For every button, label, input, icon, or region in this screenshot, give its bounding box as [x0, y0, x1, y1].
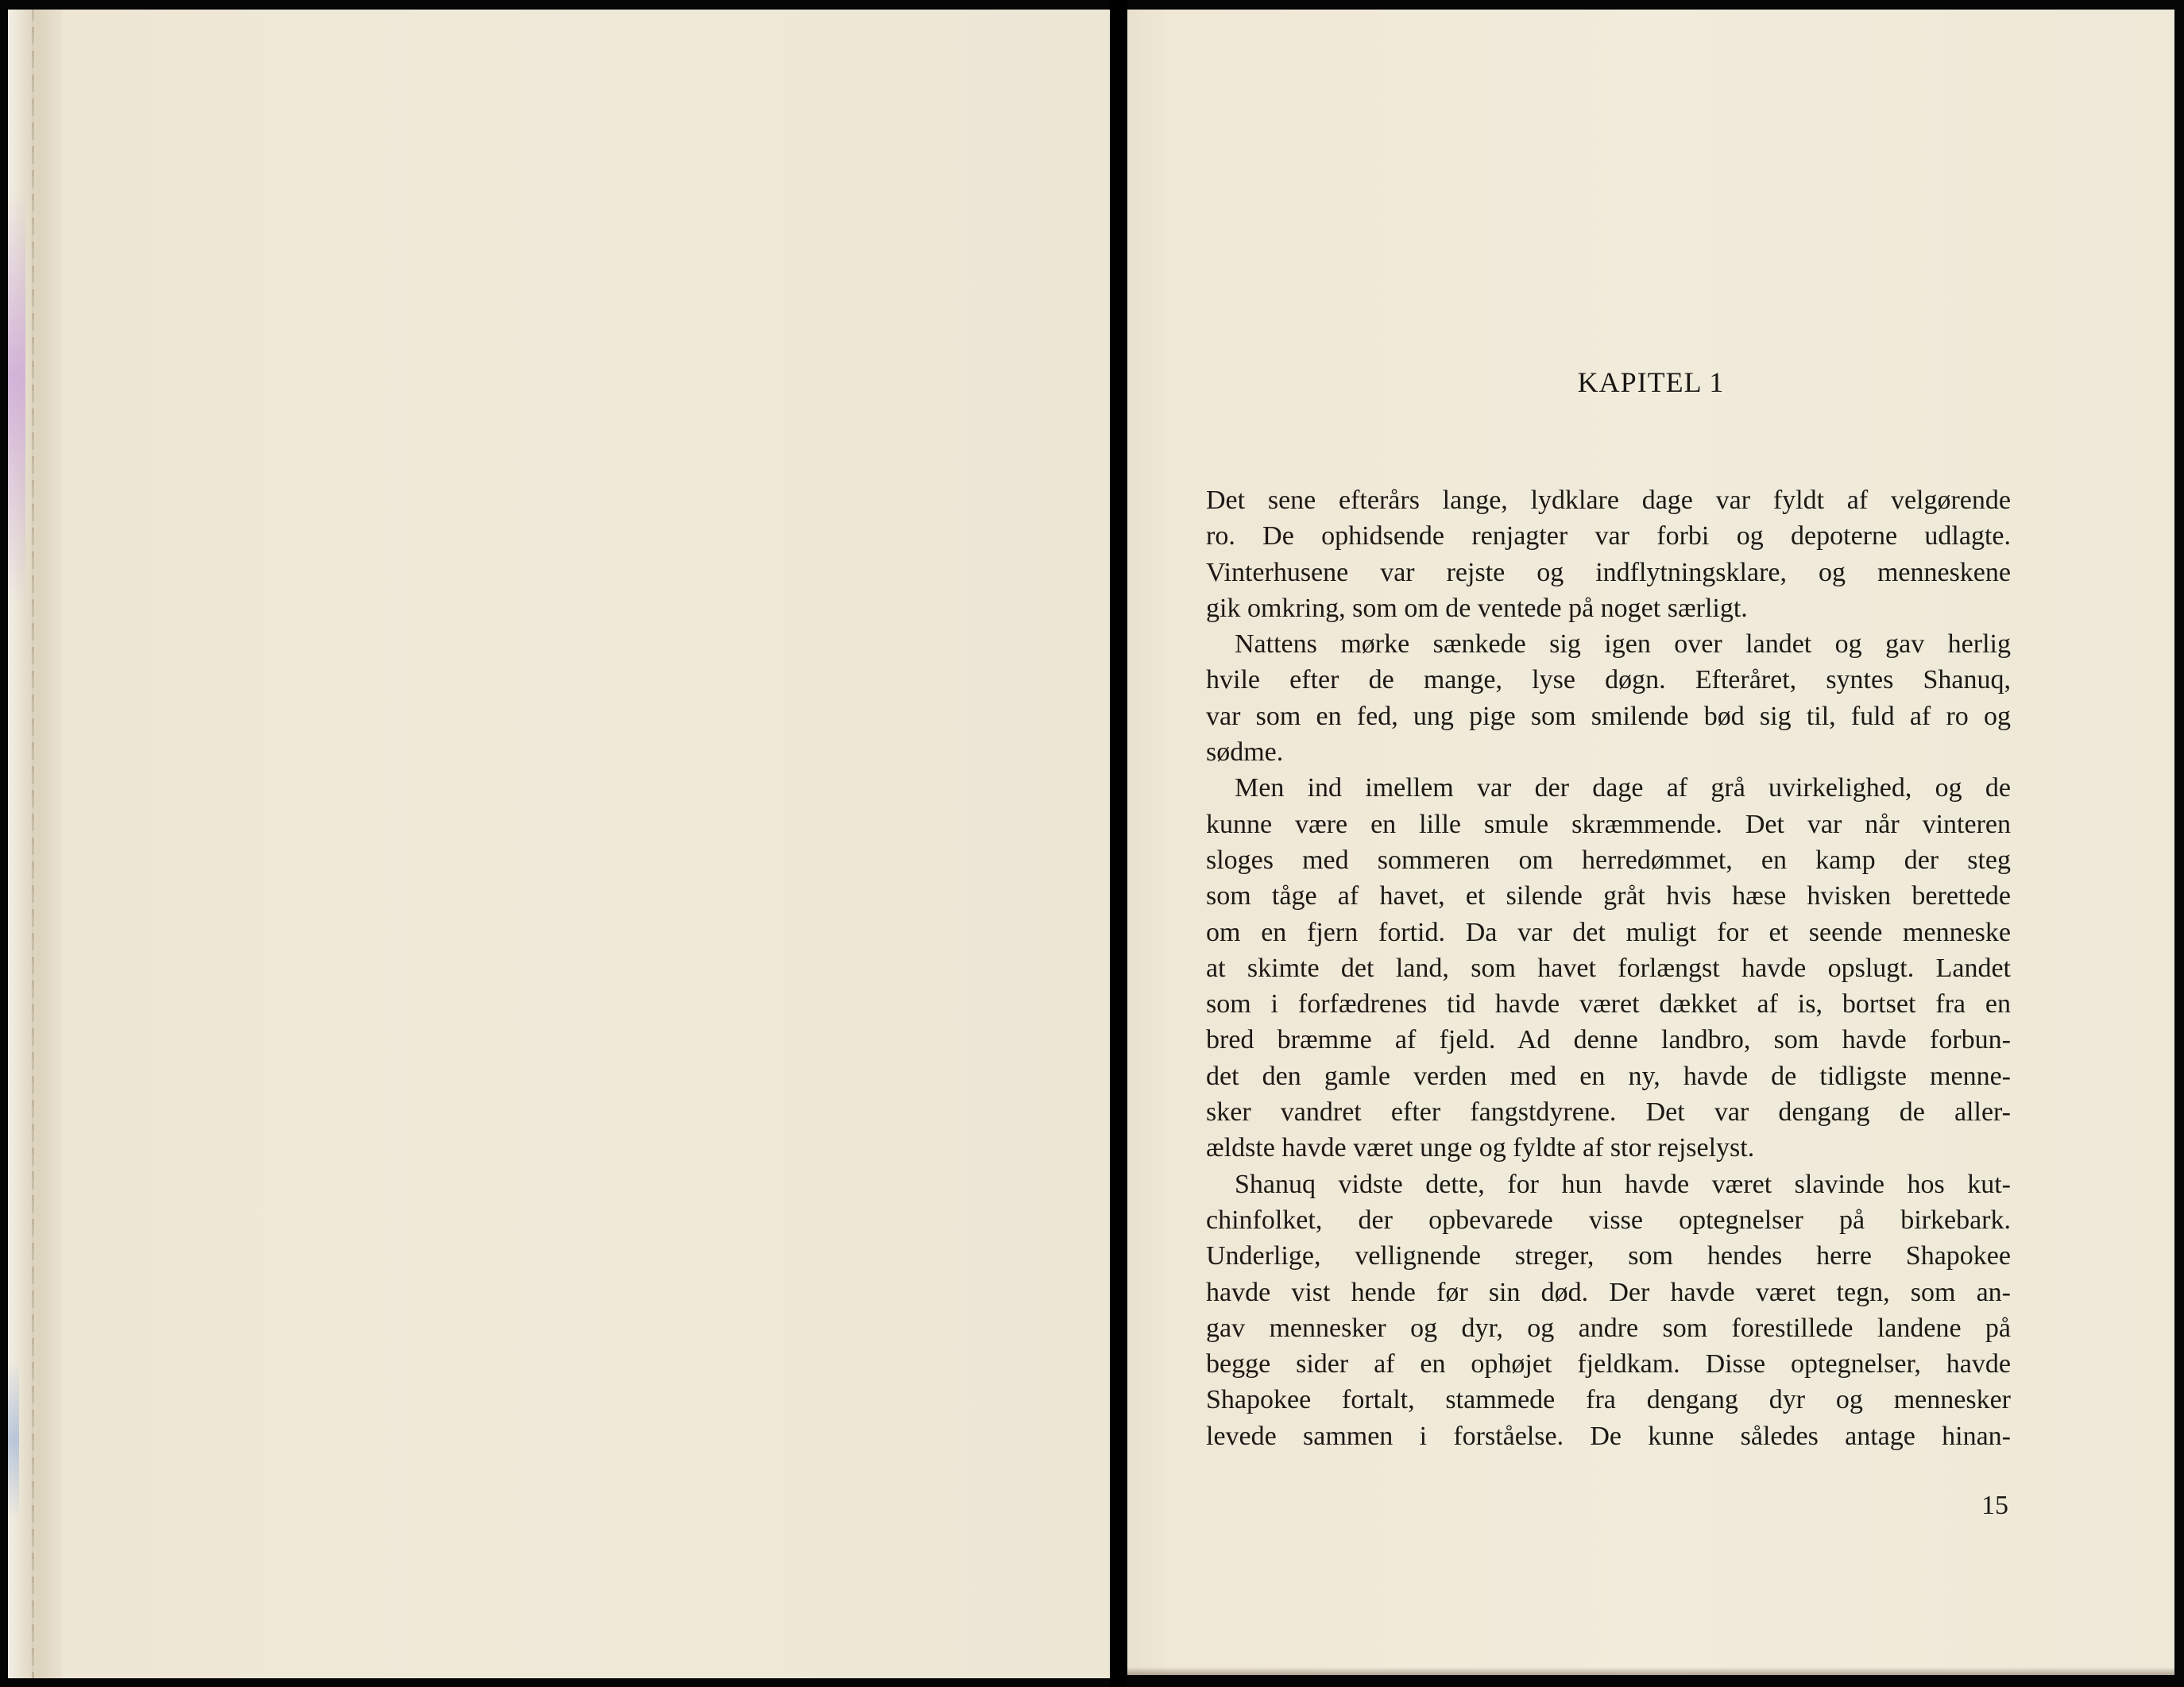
text-line: bred bræmme af fjeld. Ad denne landbro, som havde forbun- — [1206, 1025, 2011, 1055]
text-line: gav mennesker og dyr, og andre som forestillede landene på — [1206, 1313, 2011, 1343]
text-line: sloges med sommeren om herredømmet, en kamp der steg — [1206, 845, 2011, 875]
text-line: at skimte det land, som havet forlængst havde opslugt. Landet — [1206, 953, 2011, 983]
text-line: det den gamle verden med en ny, havde de tidligste menne- — [1206, 1061, 2011, 1091]
text-line: sødme. — [1206, 737, 1284, 768]
text-line: som i forfædrenes tid havde været dækket af is, bortset fra en — [1206, 989, 2011, 1020]
text-line: Men ind imellem var der dage af grå uvirkelighed, og de — [1235, 773, 2011, 803]
text-line: Shapokee fortalt, stammede fra dengang dyr og mennesker — [1206, 1385, 2011, 1415]
page-number: 15 — [1981, 1491, 2008, 1520]
text-line: begge sider af en ophøjet fjeldkam. Disse optegnelser, havde — [1206, 1349, 2011, 1379]
text-line: ældste havde været unge og fyldte af stor rejselyst. — [1206, 1133, 1755, 1163]
text-line: levede sammen i forståelse. De kunne således antage hinan- — [1206, 1421, 2011, 1451]
right-page — [1127, 10, 2174, 1675]
text-line: var som en fed, ung pige som smilende bød sig til, fuld af ro og — [1206, 701, 2011, 731]
text-line: Shanuq vidste dette, for hun havde været slavinde hos kut- — [1235, 1169, 2011, 1199]
text-line: ro. De ophidsende renjagter var forbi og depoterne udlagte. — [1206, 521, 2011, 551]
text-line: som tåge af havet, et silende gråt hvis hæse hvisken berettede — [1206, 881, 2011, 911]
text-line: hvile efter de mange, lyse døgn. Efteråret, syntes Shanuq, — [1206, 665, 2011, 695]
text-line: Nattens mørke sænkede sig igen over landet og gav herlig — [1235, 629, 2011, 660]
text-line: Det sene efterårs lange, lydklare dage var fyldt af velgørende — [1206, 486, 2011, 515]
text-line: Vinterhusene var rejste og indflytningsklare, og menneskene — [1206, 557, 2011, 587]
text-line: kunne være en lille smule skræmmende. Det var når vinteren — [1206, 809, 2011, 839]
book-gutter — [1110, 0, 1127, 1687]
text-line: chinfolket, der opbevarede visse optegnelser på birkebark. — [1206, 1205, 2011, 1235]
text-line: sker vandret efter fangstdyrene. Det var dengang de aller- — [1206, 1097, 2011, 1128]
chapter-heading: KAPITEL 1 — [1577, 366, 1725, 398]
text-line: Underlige, vellignende streger, som hendes herre Shapokee — [1206, 1241, 2011, 1271]
page-edge-tint — [8, 1360, 19, 1519]
left-page-blank — [8, 10, 1110, 1678]
body-text — [1206, 482, 2011, 1454]
text-line: gik omkring, som om de ventede på noget særligt. — [1206, 593, 1748, 623]
text-line: om en fjern fortid. Da var det muligt for et seende menneske — [1206, 917, 2011, 947]
page-edge-tint — [8, 192, 25, 606]
text-line: havde vist hende før sin død. Der havde været tegn, som an- — [1206, 1277, 2011, 1307]
